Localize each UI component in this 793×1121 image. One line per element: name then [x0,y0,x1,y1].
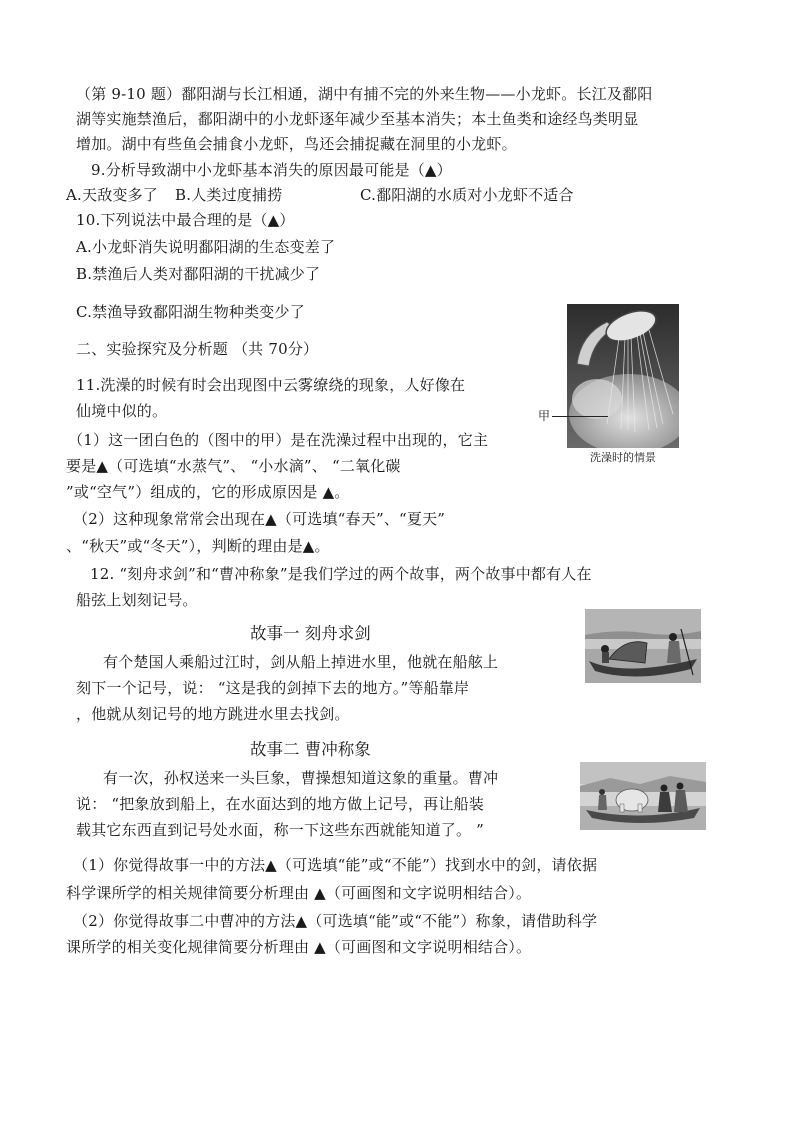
q11-line-5: ”或“空气”）组成的，它的形成原因是 ▲。 [66,483,350,501]
q11-line-3: （1）这一团白色的（图中的甲）是在洗澡过程中出现的，它主 [68,431,489,449]
intro-line-2: 湖等实施禁渔后，鄱阳湖中的小龙虾逐年减少至基本消失；本土鱼类和途经鸟类明显 [76,110,639,128]
figure-pointer-line [552,416,608,417]
q10-option-a: A.小龙虾消失说明鄱阳湖的生态变差了 [76,238,336,256]
intro-line-1: （第 9-10 题）鄱阳湖与长江相通，湖中有捕不完的外来生物——小龙虾。长江及鄱阳 [76,85,653,103]
q12-sub-1-line-2: 科学课所学的相关规律简要分析理由 ▲（可画图和文字说明相结合）。 [66,884,532,902]
intro-line-3: 增加。湖中有些鱼会捕食小龙虾，鸟还会捕捉藏在洞里的小龙虾。 [76,135,517,153]
q12-sub-1-line-1: （1）你觉得故事一中的方法▲（可选填“能”或“不能”）找到水中的剑，请依据 [73,856,598,874]
story1-title: 故事一 刻舟求剑 [250,624,371,643]
story2-line-1: 有一次，孙权送来一头巨象，曹操想知道这象的重量。曹冲 [103,769,499,787]
story2-image [580,762,706,830]
story2-title: 故事二 曹冲称象 [250,740,371,759]
q11-line-7: 、“秋天”或“冬天”），判断的理由是▲。 [66,537,330,555]
q11-line-4: 要是▲（可选填“水蒸气”、 “小水滴”、 “二氧化碳 [66,457,401,475]
q9-option-b: B.人类过度捕捞 [175,186,283,204]
figure-caption: 洗澡时的情景 [590,451,656,464]
shower-figure [567,304,679,448]
q11-line-6: （2）这种现象常常会出现在▲（可选填“春天”、“夏天” [73,510,446,528]
story1-image [585,609,701,683]
q11-line-2: 仙境中似的。 [76,402,168,420]
q10-option-b: B.禁渔后人类对鄱阳湖的干扰减少了 [76,265,321,283]
section-heading: 二、实验探究及分析题 （共 70分） [76,340,319,358]
q12-line-1: 12. “刻舟求剑”和“曹冲称象”是我们学过的两个故事，两个故事中都有人在 [90,565,592,583]
q10-stem: 10.下列说法中最合理的是（▲） [76,211,295,229]
q9-option-a: A.天敌变多了 [66,186,159,204]
q12-sub-2-line-2: 课所学的相关变化规律简要分析理由 ▲（可画图和文字说明相结合）。 [66,938,532,956]
story2-line-3: 载其它东西直到记号处水面，称一下这些东西就能知道了。 ” [76,821,485,839]
q9-option-c: C.鄱阳湖的水质对小龙虾不适合 [360,186,574,204]
q12-line-2: 船弦上划刻记号。 [76,591,198,609]
q9-stem: 9.分析导致湖中小龙虾基本消失的原因最可能是（▲） [91,161,452,179]
story1-line-2: 刻下一个记号，说： “这是我的剑掉下去的地方。”等船靠岸 [76,679,470,697]
shower-image [567,304,679,448]
figure-label-jia: 甲 [538,409,551,423]
story2-line-2: 说： “把象放到船上，在水面达到的地方做上记号，再让船装 [76,795,485,813]
story1-line-3: ，他就从刻记号的地方跳进水里去找剑。 [76,705,350,723]
q12-sub-2-line-1: （2）你觉得故事二中曹冲的方法▲（可选填“能”或“不能”）称象，请借助科学 [73,912,598,930]
story1-line-1: 有个楚国人乘船过江时，剑从船上掉进水里，他就在船舷上 [103,653,499,671]
q11-line-1: 11.洗澡的时候有时会出现图中云雾缭绕的现象，人好像在 [76,376,466,394]
q10-option-c: C.禁渔导致鄱阳湖生物种类变少了 [76,303,305,321]
